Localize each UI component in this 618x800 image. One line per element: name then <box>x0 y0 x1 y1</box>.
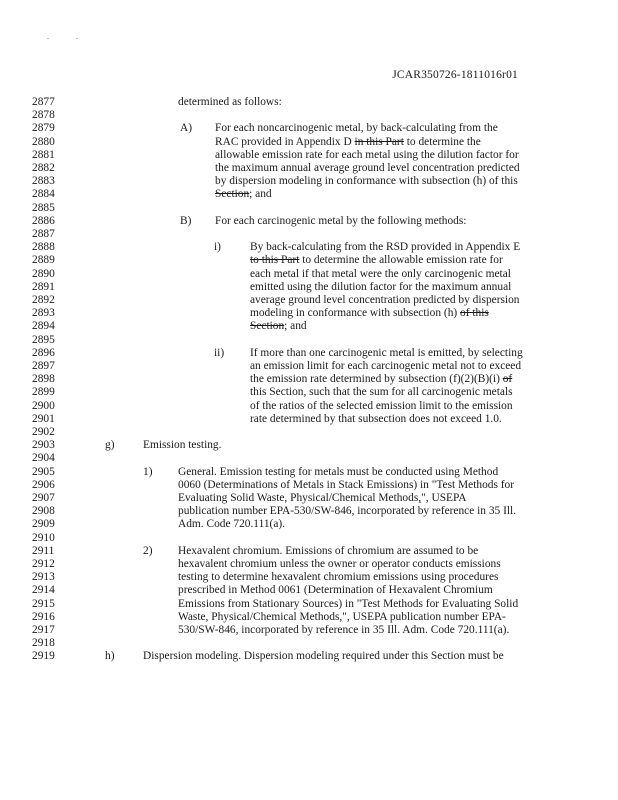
text-run: to determine the <box>403 135 481 148</box>
document-line <box>0 307 618 320</box>
line-text <box>215 122 498 135</box>
subsection-label: 2) <box>143 544 153 557</box>
text-run: If more than one carcinogenic metal is emitted, by selecting <box>250 346 523 359</box>
line-text <box>250 281 511 294</box>
line-text <box>215 136 481 149</box>
subsection-label: h) <box>105 650 115 663</box>
text-run: rate determined by that subsection does not exceed 1.0. <box>250 412 502 425</box>
text-run: By back-calculating from the RSD provided in Appendix E <box>250 241 521 254</box>
text-run: ; and <box>284 320 307 333</box>
text-run: each metal if that metal were the only carcinogenic metal <box>250 267 511 280</box>
document-line <box>0 188 618 201</box>
text-run: to determine the allowable emission rate for <box>299 254 503 267</box>
line-number: 2906 <box>32 478 55 491</box>
text-run: Adm. Code 720.111(a). <box>178 518 286 531</box>
document-line <box>0 347 618 360</box>
line-number: 2887 <box>32 228 55 240</box>
line-number: 2912 <box>32 558 55 570</box>
line-number: 2892 <box>32 294 55 306</box>
struck-text: to this Part <box>250 254 300 267</box>
text-run: Evaluating Solid Waste, Physical/Chemical Methods <box>178 492 419 504</box>
document-line <box>0 400 618 413</box>
line-number: 2900 <box>32 399 55 412</box>
text-run: 0060 (Determinations of Metals in Stack Emissions) in "Test Methods for <box>178 478 515 491</box>
line-text <box>215 149 519 162</box>
line-number: 2895 <box>32 333 55 346</box>
document-line <box>0 413 618 426</box>
text-run: Hexavalent chromium. Emissions of chromium are assumed to be <box>178 544 479 557</box>
line-number: 2901 <box>32 412 55 425</box>
document-line <box>0 334 618 347</box>
text-run: prescribed in Method 0061 (Determination of Hexavalent Chromium <box>178 584 493 597</box>
line-number: 2904 <box>32 452 55 465</box>
line-number: 2879 <box>32 122 55 135</box>
line-text <box>178 492 467 505</box>
line-number: 2896 <box>32 346 55 359</box>
document-line <box>0 228 618 241</box>
line-text <box>178 598 518 611</box>
text-run: average ground level concentration predicted by dispersion <box>250 294 520 306</box>
text-run: modeling in conformance with subsection (h) <box>250 307 461 320</box>
document-line <box>0 558 618 571</box>
line-text <box>178 518 285 531</box>
inserted-text: , <box>418 492 422 504</box>
line-number: 2916 <box>32 610 55 623</box>
document-line <box>0 386 618 399</box>
text-run: an emission limit for each carcinogenic metal not to exceed <box>250 360 522 372</box>
document-line <box>0 426 618 439</box>
document-line <box>0 584 618 597</box>
line-number: 2911 <box>32 544 55 557</box>
line-text <box>250 254 503 267</box>
line-number: 2888 <box>32 241 55 254</box>
document-line <box>0 518 618 531</box>
document-line <box>0 162 618 175</box>
document-line <box>0 294 618 307</box>
text-run: Dispersion modeling. Dispersion modeling required under this Section must be <box>143 650 504 663</box>
subsection-label: B) <box>180 214 192 227</box>
line-number: 2891 <box>32 280 55 293</box>
document-line <box>0 624 618 637</box>
line-number: 2893 <box>32 307 55 320</box>
scan-speck <box>47 38 49 39</box>
line-text <box>178 466 498 479</box>
document-line <box>0 479 618 492</box>
document-line <box>0 571 618 584</box>
subsection-label: 1) <box>143 465 153 478</box>
line-number: 2890 <box>32 267 55 280</box>
line-number: 2880 <box>32 135 55 148</box>
subsection-label: g) <box>105 439 115 452</box>
struck-text: Section <box>250 320 285 333</box>
line-number: 2894 <box>32 320 55 333</box>
scan-speck <box>76 38 78 39</box>
line-number: 2910 <box>32 531 55 544</box>
line-number: 2914 <box>32 584 55 597</box>
document-line <box>0 650 618 663</box>
text-run: ", USEPA publication number EPA- <box>342 610 506 623</box>
line-number: 2881 <box>32 148 55 161</box>
document-line <box>0 532 618 545</box>
struck-text: in this Part <box>354 135 404 148</box>
line-number: 2918 <box>32 637 55 650</box>
text-run: Waste, Physical/Chemical Methods <box>178 610 340 623</box>
text-run: General. Emission testing for metals must be conducted using Method <box>178 465 499 478</box>
line-text <box>215 215 466 228</box>
text-run: allowable emission rate for each metal using the dilution factor for <box>215 148 519 161</box>
document-id-header: JCAR350726-1811016r01 <box>392 69 518 81</box>
document-line <box>0 202 618 215</box>
text-run: publication number EPA-530/SW-846, incorporated by reference in 35 Ill. <box>178 505 517 518</box>
document-line <box>0 373 618 386</box>
line-number: 2917 <box>32 624 55 636</box>
line-number: 2886 <box>32 214 55 227</box>
line-number: 2915 <box>32 597 55 610</box>
line-text <box>178 505 516 518</box>
line-number: 2909 <box>32 518 55 531</box>
line-text <box>143 439 221 452</box>
line-text <box>178 584 493 597</box>
document-line <box>0 320 618 333</box>
text-run: emitted using the dilution factor for the maximum annual <box>250 280 512 293</box>
document-line <box>0 241 618 254</box>
document-line <box>0 492 618 505</box>
line-number: 2899 <box>32 386 55 399</box>
document-line <box>0 505 618 518</box>
text-run: the maximum annual average ground level concentration predicted <box>215 162 520 174</box>
document-line <box>0 637 618 650</box>
line-text <box>250 347 523 360</box>
line-number: 2889 <box>32 254 55 267</box>
line-text <box>215 188 272 201</box>
line-text <box>250 373 512 386</box>
document-line <box>0 149 618 162</box>
text-run: this Section, such that the sum for all carcinogenic metals <box>250 386 513 399</box>
line-text <box>178 96 282 109</box>
text-run: testing to determine hexavalent chromium emissions using procedures <box>178 571 499 584</box>
document-line <box>0 215 618 228</box>
document-line <box>0 545 618 558</box>
inserted-text: , <box>339 610 343 623</box>
document-line <box>0 598 618 611</box>
document-line <box>0 96 618 109</box>
line-text <box>250 400 513 413</box>
document-line <box>0 360 618 373</box>
line-number: 2897 <box>32 360 55 372</box>
text-run: the emission rate determined by subsection (f)(2)(B)(i) <box>250 373 503 386</box>
text-run: Emissions from Stationary Sources) in "Test Methods for Evaluating Solid <box>178 597 519 610</box>
document-line <box>0 281 618 294</box>
line-text <box>250 413 502 426</box>
line-text <box>178 479 514 492</box>
line-number: 2883 <box>32 175 55 188</box>
line-text <box>178 558 501 571</box>
line-text <box>178 624 509 637</box>
document-line <box>0 175 618 188</box>
text-run: ", USEPA <box>421 492 467 504</box>
line-text <box>178 611 506 624</box>
document-line <box>0 254 618 267</box>
subsection-label: i) <box>214 241 221 254</box>
subsection-label: A) <box>180 122 193 135</box>
line-number: 2878 <box>32 109 55 122</box>
text-run: ; and <box>249 188 272 201</box>
document-line <box>0 439 618 452</box>
line-text <box>215 162 520 175</box>
text-run: hexavalent chromium unless the owner or operator conducts emissions <box>178 558 501 570</box>
document-line <box>0 136 618 149</box>
line-text <box>250 307 489 320</box>
document-line <box>0 268 618 281</box>
line-number: 2885 <box>32 201 55 214</box>
text-run: Emission testing. <box>143 439 222 452</box>
document-line <box>0 466 618 479</box>
document-line <box>0 452 618 465</box>
line-text <box>250 268 511 281</box>
text-run: For each noncarcinogenic metal, by back-calculating from the <box>215 122 498 135</box>
line-text <box>178 571 498 584</box>
line-text <box>250 320 307 333</box>
subsection-label: ii) <box>214 346 225 359</box>
text-run: of the ratios of the selected emission limit to the emission <box>250 399 513 412</box>
text-run: by dispersion modeling in conformance with subsection (h) of this <box>215 175 518 188</box>
line-number: 2903 <box>32 439 55 452</box>
line-number: 2913 <box>32 571 55 584</box>
line-number: 2882 <box>32 162 55 174</box>
line-text <box>178 545 478 558</box>
line-text <box>250 386 513 399</box>
text-run: 530/SW-846, incorporated by reference in 35 Ill. Adm. Code 720.111(a). <box>178 624 510 636</box>
struck-text: of this <box>460 307 489 320</box>
line-number: 2877 <box>32 96 55 108</box>
document-line <box>0 109 618 122</box>
line-text <box>215 175 518 188</box>
text-run: For each carcinogenic metal by the following methods: <box>215 214 467 227</box>
line-number: 2902 <box>32 426 55 438</box>
line-text <box>143 650 504 663</box>
line-number: 2884 <box>32 188 55 201</box>
line-number: 2898 <box>32 373 55 386</box>
line-number: 2907 <box>32 492 55 504</box>
struck-text: Section <box>215 188 250 201</box>
line-number: 2908 <box>32 505 55 518</box>
text-run: RAC provided in Appendix D <box>215 135 355 148</box>
document-line <box>0 611 618 624</box>
struck-text: of <box>502 373 513 386</box>
line-text <box>250 241 520 254</box>
line-number: 2919 <box>32 650 55 663</box>
line-text <box>250 360 521 373</box>
line-number: 2905 <box>32 465 55 478</box>
text-run: determined as follows: <box>178 96 282 108</box>
document-line <box>0 122 618 135</box>
line-text <box>250 294 519 307</box>
